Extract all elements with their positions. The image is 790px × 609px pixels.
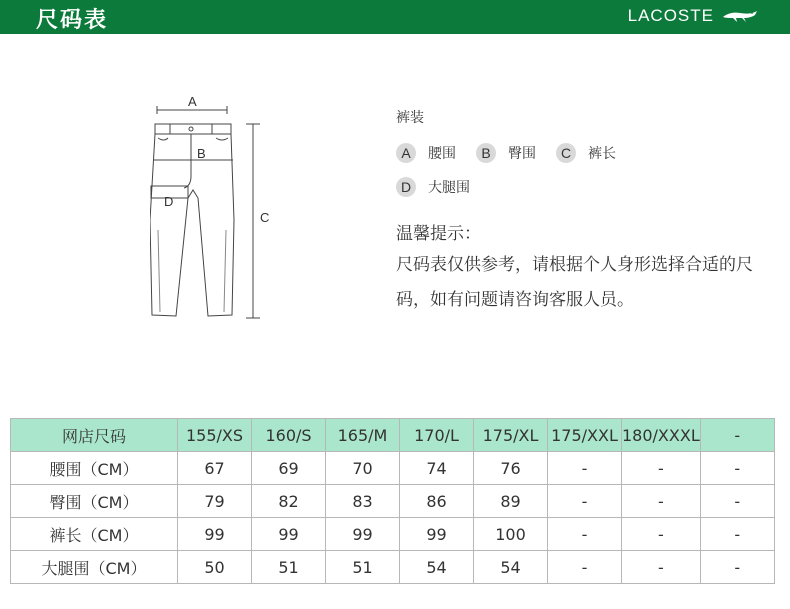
row-label: 腰围（CM） — [11, 452, 178, 485]
legend-label-b: 臀围 — [508, 146, 536, 162]
legend-row-1 — [396, 141, 766, 165]
row-label: 臀围（CM） — [11, 485, 178, 518]
table-cell: - — [700, 518, 774, 551]
table-cell: 70 — [326, 452, 400, 485]
legend-key-a: A — [396, 143, 416, 163]
tip-title: 温馨提示： — [396, 224, 481, 244]
table-cell: - — [700, 551, 774, 584]
header-cell: 网店尺码 — [11, 419, 178, 452]
crocodile-icon — [722, 8, 758, 24]
header-cell: 155/XS — [178, 419, 252, 452]
table-row — [11, 452, 775, 485]
label-c: C — [260, 210, 270, 225]
table-cell: - — [622, 452, 701, 485]
table-row — [11, 485, 775, 518]
info-panel — [396, 107, 766, 318]
legend-item-a — [396, 143, 456, 163]
table-cell: - — [700, 485, 774, 518]
table-cell: - — [548, 485, 622, 518]
table-cell: - — [622, 551, 701, 584]
header-cell: 175/XXL — [548, 419, 622, 452]
legend-label-c: 裤长 — [588, 146, 616, 162]
header-cell: 160/S — [252, 419, 326, 452]
row-label: 大腿围（CM） — [11, 551, 178, 584]
table-header-row — [11, 419, 775, 452]
header-cell: - — [700, 419, 774, 452]
legend-key-d: D — [396, 177, 416, 197]
label-a: A — [188, 94, 197, 109]
header-cell: 165/M — [326, 419, 400, 452]
legend-item-d — [396, 177, 470, 197]
legend-key-b: B — [476, 143, 496, 163]
table-cell: 76 — [474, 452, 548, 485]
table-cell: 54 — [400, 551, 474, 584]
pants-diagram — [150, 90, 280, 330]
label-b: B — [197, 146, 206, 161]
table-cell: 69 — [252, 452, 326, 485]
table-cell: - — [622, 485, 701, 518]
header-cell: 175/XL — [474, 419, 548, 452]
table-cell: 86 — [400, 485, 474, 518]
header-cell: 180/XXXL — [622, 419, 701, 452]
brand-name: LACOSTE — [627, 6, 714, 25]
table-cell: 67 — [178, 452, 252, 485]
table-cell: 99 — [252, 518, 326, 551]
legend-row-2 — [396, 175, 766, 199]
garment-type: 裤装 — [396, 110, 424, 126]
label-d: D — [164, 194, 174, 209]
table-cell: 51 — [326, 551, 400, 584]
page-title: 尺码表 — [36, 8, 109, 33]
size-table — [10, 418, 775, 584]
brand-logo — [628, 6, 758, 26]
legend-item-b — [476, 143, 536, 163]
table-cell: 74 — [400, 452, 474, 485]
table-cell: - — [548, 518, 622, 551]
table-row — [11, 518, 775, 551]
tip-text: 尺码表仅供参考，请根据个人身形选择合适的尺码，如有问题请咨询客服人员。 — [396, 255, 753, 310]
table-cell: 89 — [474, 485, 548, 518]
legend-item-c — [556, 143, 616, 163]
legend-label-a: 腰围 — [428, 146, 456, 162]
table-cell: - — [548, 551, 622, 584]
header-bar — [0, 0, 790, 34]
table-cell: 99 — [400, 518, 474, 551]
table-cell: 99 — [326, 518, 400, 551]
table-cell: 83 — [326, 485, 400, 518]
table-cell: 100 — [474, 518, 548, 551]
header-cell: 170/L — [400, 419, 474, 452]
table-cell: - — [622, 518, 701, 551]
table-cell: 51 — [252, 551, 326, 584]
legend-key-c: C — [556, 143, 576, 163]
table-cell: 99 — [178, 518, 252, 551]
row-label: 裤长（CM） — [11, 518, 178, 551]
legend-label-d: 大腿围 — [428, 180, 470, 196]
table-cell: 50 — [178, 551, 252, 584]
table-cell: 82 — [252, 485, 326, 518]
table-row — [11, 551, 775, 584]
table-cell: - — [700, 452, 774, 485]
table-cell: - — [548, 452, 622, 485]
table-cell: 79 — [178, 485, 252, 518]
table-cell: 54 — [474, 551, 548, 584]
